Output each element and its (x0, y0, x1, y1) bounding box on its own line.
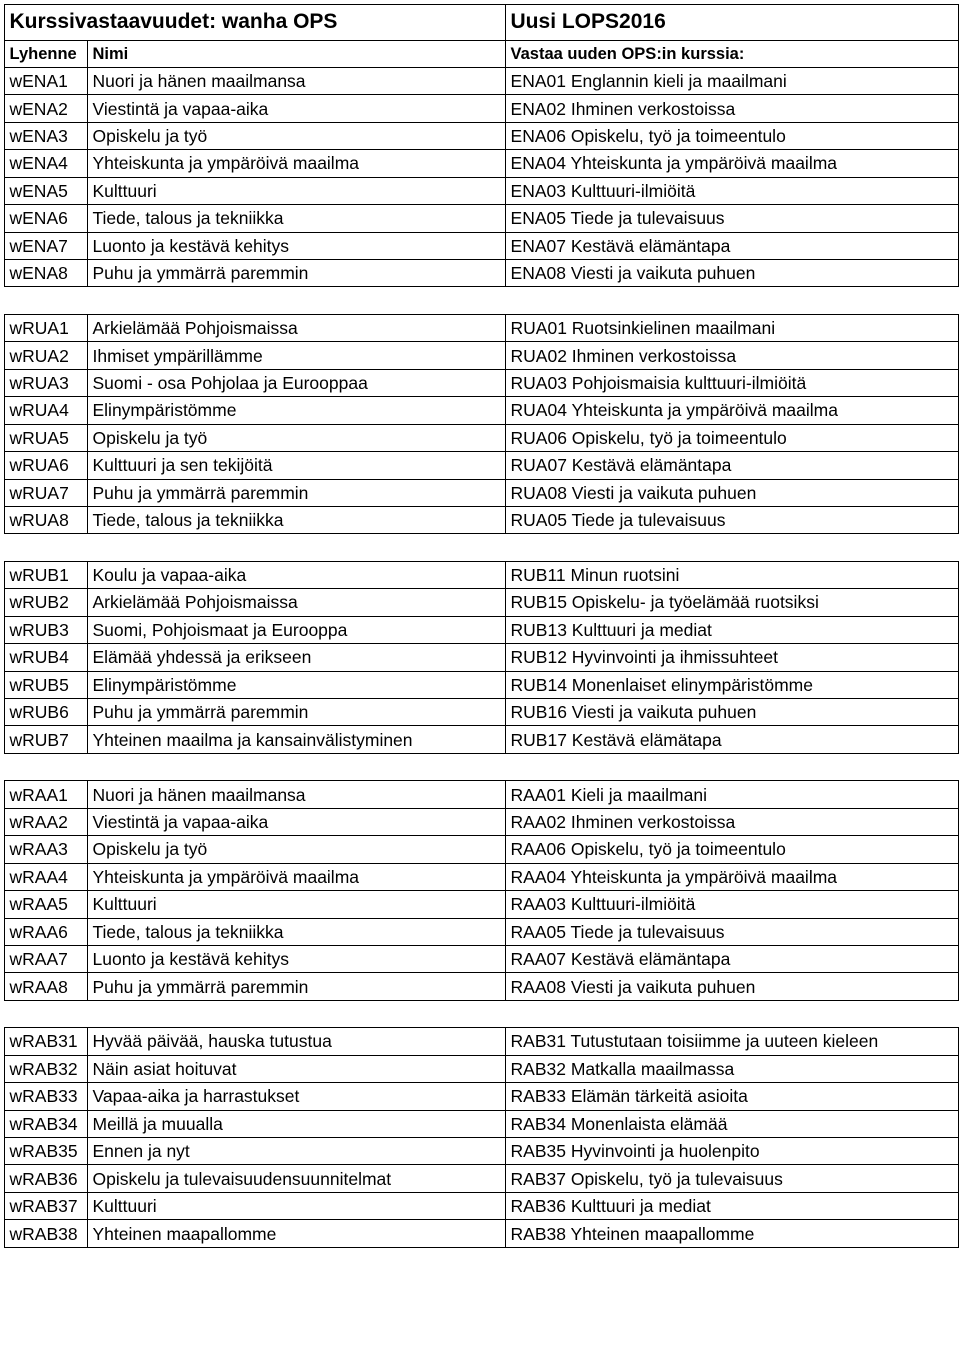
old-course-code: wRAB36 (4, 1165, 87, 1192)
old-course-name: Arkielämää Pohjoismaissa (87, 314, 505, 341)
old-course-code: wRAA2 (4, 808, 87, 835)
table-row (4, 616, 958, 643)
table-row (4, 1138, 958, 1165)
old-course-code: wRAB35 (4, 1138, 87, 1165)
new-course: RAB34 Monenlaista elämää (505, 1110, 958, 1137)
section-rub (4, 561, 958, 781)
spacer-cell (4, 534, 958, 561)
old-course-code: wENA5 (4, 177, 87, 204)
old-course-code: wRUB1 (4, 561, 87, 588)
section-spacer (4, 1000, 958, 1027)
old-course-name: Kulttuuri (87, 891, 505, 918)
old-course-code: wRAA4 (4, 863, 87, 890)
new-course: RAB37 Opiskelu, työ ja tulevaisuus (505, 1165, 958, 1192)
old-course-name: Yhteinen maailma ja kansainvälistyminen (87, 726, 505, 753)
new-course: RUB13 Kulttuuri ja mediat (505, 616, 958, 643)
table-row (4, 891, 958, 918)
new-course: RAB35 Hyvinvointi ja huolenpito (505, 1138, 958, 1165)
table-head (4, 4, 958, 67)
old-course-name: Koulu ja vapaa-aika (87, 561, 505, 588)
old-course-code: wRUB3 (4, 616, 87, 643)
old-course-code: wENA1 (4, 67, 87, 94)
new-course: RUB17 Kestävä elämätapa (505, 726, 958, 753)
old-course-code: wRAA5 (4, 891, 87, 918)
new-course: RUA03 Pohjoismaisia kulttuuri-ilmiöitä (505, 369, 958, 396)
table-row (4, 67, 958, 94)
old-course-code: wRAA8 (4, 973, 87, 1000)
new-course: RUA05 Tiede ja tulevaisuus (505, 506, 958, 533)
old-course-code: wENA6 (4, 205, 87, 232)
new-course: ENA06 Opiskelu, työ ja toimeentulo (505, 122, 958, 149)
old-course-code: wRAB31 (4, 1028, 87, 1055)
table-row (4, 863, 958, 890)
course-mapping-table (4, 4, 959, 1248)
old-course-name: Puhu ja ymmärrä paremmin (87, 479, 505, 506)
old-course-code: wRUA3 (4, 369, 87, 396)
old-course-name: Kulttuuri ja sen tekijöitä (87, 452, 505, 479)
old-course-name: Elinympäristömme (87, 671, 505, 698)
old-course-code: wENA2 (4, 95, 87, 122)
new-course: RUB16 Viesti ja vaikuta puhuen (505, 699, 958, 726)
new-course: RAB36 Kulttuuri ja mediat (505, 1192, 958, 1219)
old-course-name: Viestintä ja vapaa-aika (87, 808, 505, 835)
old-course-code: wRAA6 (4, 918, 87, 945)
table-row (4, 342, 958, 369)
new-course: ENA05 Tiede ja tulevaisuus (505, 205, 958, 232)
new-course: ENA03 Kulttuuri-ilmiöitä (505, 177, 958, 204)
new-course: RUB12 Hyvinvointi ja ihmissuhteet (505, 644, 958, 671)
old-course-name: Tiede, talous ja tekniikka (87, 205, 505, 232)
old-course-name: Nuori ja hänen maailmansa (87, 67, 505, 94)
old-course-name: Elinympäristömme (87, 397, 505, 424)
section-ena (4, 67, 958, 314)
new-course: RUA02 Ihminen verkostoissa (505, 342, 958, 369)
table-row (4, 369, 958, 396)
table-row (4, 424, 958, 451)
old-course-code: wRAB34 (4, 1110, 87, 1137)
new-course: RAA04 Yhteiskunta ja ympäröivä maailma (505, 863, 958, 890)
old-course-code: wRUA5 (4, 424, 87, 451)
table-row (4, 205, 958, 232)
old-course-code: wRUA6 (4, 452, 87, 479)
old-course-name: Luonto ja kestävä kehitys (87, 232, 505, 259)
new-course: ENA08 Viesti ja vaikuta puhuen (505, 260, 958, 287)
old-course-name: Opiskelu ja työ (87, 122, 505, 149)
old-course-code: wRUA2 (4, 342, 87, 369)
new-course: RAA02 Ihminen verkostoissa (505, 808, 958, 835)
new-course: RAB32 Matkalla maailmassa (505, 1055, 958, 1082)
table-row (4, 1192, 958, 1219)
table-row (4, 95, 958, 122)
old-course-name: Suomi - osa Pohjolaa ja Eurooppaa (87, 369, 505, 396)
old-course-code: wRUA4 (4, 397, 87, 424)
title-row (4, 4, 958, 40)
section-spacer (4, 753, 958, 780)
old-course-name: Yhteinen maapallomme (87, 1220, 505, 1247)
spacer-cell (4, 1000, 958, 1027)
old-course-code: wRUB5 (4, 671, 87, 698)
title-old-curriculum: Kurssivastaavuudet: wanha OPS (4, 4, 505, 40)
column-header-new-course: Vastaa uuden OPS:in kurssia: (505, 40, 958, 67)
new-course: RAA07 Kestävä elämäntapa (505, 945, 958, 972)
section-rua (4, 314, 958, 561)
new-course: RUB11 Minun ruotsini (505, 561, 958, 588)
old-course-name: Ennen ja nyt (87, 1138, 505, 1165)
old-course-code: wRAB38 (4, 1220, 87, 1247)
table-row (4, 1220, 958, 1247)
section-rab3 (4, 1028, 958, 1248)
old-course-name: Opiskelu ja tulevaisuudensuunnitelmat (87, 1165, 505, 1192)
old-course-name: Meillä ja muualla (87, 1110, 505, 1137)
table-row (4, 314, 958, 341)
old-course-code: wRAB33 (4, 1083, 87, 1110)
old-course-name: Yhteiskunta ja ympäröivä maailma (87, 150, 505, 177)
new-course: ENA04 Yhteiskunta ja ympäröivä maailma (505, 150, 958, 177)
old-course-code: wRUB2 (4, 589, 87, 616)
new-course: RAB31 Tutustutaan toisiimme ja uuteen kieleen (505, 1028, 958, 1055)
new-course: RUA01 Ruotsinkielinen maailmani (505, 314, 958, 341)
old-course-code: wRAA7 (4, 945, 87, 972)
old-course-name: Kulttuuri (87, 1192, 505, 1219)
table-row (4, 150, 958, 177)
new-course: RAB38 Yhteinen maapallomme (505, 1220, 958, 1247)
new-course: RUA08 Viesti ja vaikuta puhuen (505, 479, 958, 506)
new-course: ENA01 Englannin kieli ja maailmani (505, 67, 958, 94)
old-course-code: wRUA8 (4, 506, 87, 533)
table-row (4, 1110, 958, 1137)
new-course: RUA06 Opiskelu, työ ja toimeentulo (505, 424, 958, 451)
old-course-code: wRUB7 (4, 726, 87, 753)
new-course: ENA02 Ihminen verkostoissa (505, 95, 958, 122)
table-row (4, 973, 958, 1000)
old-course-name: Näin asiat hoituvat (87, 1055, 505, 1082)
table-row (4, 918, 958, 945)
old-course-name: Arkielämää Pohjoismaissa (87, 589, 505, 616)
old-course-name: Viestintä ja vapaa-aika (87, 95, 505, 122)
column-header-name: Nimi (87, 40, 505, 67)
new-course: RAA05 Tiede ja tulevaisuus (505, 918, 958, 945)
column-header-code: Lyhenne (4, 40, 87, 67)
table-row (4, 726, 958, 753)
table-row (4, 506, 958, 533)
old-course-name: Opiskelu ja työ (87, 836, 505, 863)
table-row (4, 671, 958, 698)
old-course-name: Suomi, Pohjoismaat ja Eurooppa (87, 616, 505, 643)
old-course-code: wRUA1 (4, 314, 87, 341)
old-course-code: wRUB6 (4, 699, 87, 726)
old-course-code: wRAA3 (4, 836, 87, 863)
table-row (4, 397, 958, 424)
table-row (4, 644, 958, 671)
old-course-name: Hyvää päivää, hauska tutustua (87, 1028, 505, 1055)
old-course-code: wENA3 (4, 122, 87, 149)
table-row (4, 122, 958, 149)
old-course-name: Puhu ja ymmärrä paremmin (87, 260, 505, 287)
table-row (4, 836, 958, 863)
new-course: RAB33 Elämän tärkeitä asioita (505, 1083, 958, 1110)
table-row (4, 232, 958, 259)
title-new-curriculum: Uusi LOPS2016 (505, 4, 958, 40)
new-course: RUB14 Monenlaiset elinympäristömme (505, 671, 958, 698)
old-course-name: Puhu ja ymmärrä paremmin (87, 699, 505, 726)
old-course-code: wRAB32 (4, 1055, 87, 1082)
table-row (4, 260, 958, 287)
old-course-code: wENA7 (4, 232, 87, 259)
table-row (4, 945, 958, 972)
old-course-name: Nuori ja hänen maailmansa (87, 781, 505, 808)
old-course-name: Elämää yhdessä ja erikseen (87, 644, 505, 671)
old-course-name: Vapaa-aika ja harrastukset (87, 1083, 505, 1110)
new-course: RUA04 Yhteiskunta ja ympäröivä maailma (505, 397, 958, 424)
old-course-name: Tiede, talous ja tekniikka (87, 506, 505, 533)
old-course-code: wENA8 (4, 260, 87, 287)
section-spacer (4, 287, 958, 314)
old-course-code: wRAA1 (4, 781, 87, 808)
old-course-code: wRUA7 (4, 479, 87, 506)
table-row (4, 1055, 958, 1082)
old-course-code: wRUB4 (4, 644, 87, 671)
new-course: RUB15 Opiskelu- ja työelämää ruotsiksi (505, 589, 958, 616)
new-course: RAA06 Opiskelu, työ ja toimeentulo (505, 836, 958, 863)
table-row (4, 177, 958, 204)
spacer-cell (4, 287, 958, 314)
table-row (4, 781, 958, 808)
old-course-name: Puhu ja ymmärrä paremmin (87, 973, 505, 1000)
new-course: RAA01 Kieli ja maailmani (505, 781, 958, 808)
section-raa (4, 781, 958, 1028)
old-course-name: Yhteiskunta ja ympäröivä maailma (87, 863, 505, 890)
table-row (4, 808, 958, 835)
new-course: RAA08 Viesti ja vaikuta puhuen (505, 973, 958, 1000)
column-header-row (4, 40, 958, 67)
new-course: RAA03 Kulttuuri-ilmiöitä (505, 891, 958, 918)
table-row (4, 452, 958, 479)
old-course-name: Opiskelu ja työ (87, 424, 505, 451)
table-row (4, 1028, 958, 1055)
table-row (4, 589, 958, 616)
old-course-code: wENA4 (4, 150, 87, 177)
new-course: RUA07 Kestävä elämäntapa (505, 452, 958, 479)
old-course-name: Tiede, talous ja tekniikka (87, 918, 505, 945)
table-row (4, 1083, 958, 1110)
table-row (4, 1165, 958, 1192)
old-course-code: wRAB37 (4, 1192, 87, 1219)
spacer-cell (4, 753, 958, 780)
table-row (4, 699, 958, 726)
new-course: ENA07 Kestävä elämäntapa (505, 232, 958, 259)
table-row (4, 479, 958, 506)
table-row (4, 561, 958, 588)
old-course-name: Luonto ja kestävä kehitys (87, 945, 505, 972)
old-course-name: Ihmiset ympärillämme (87, 342, 505, 369)
old-course-name: Kulttuuri (87, 177, 505, 204)
section-spacer (4, 534, 958, 561)
